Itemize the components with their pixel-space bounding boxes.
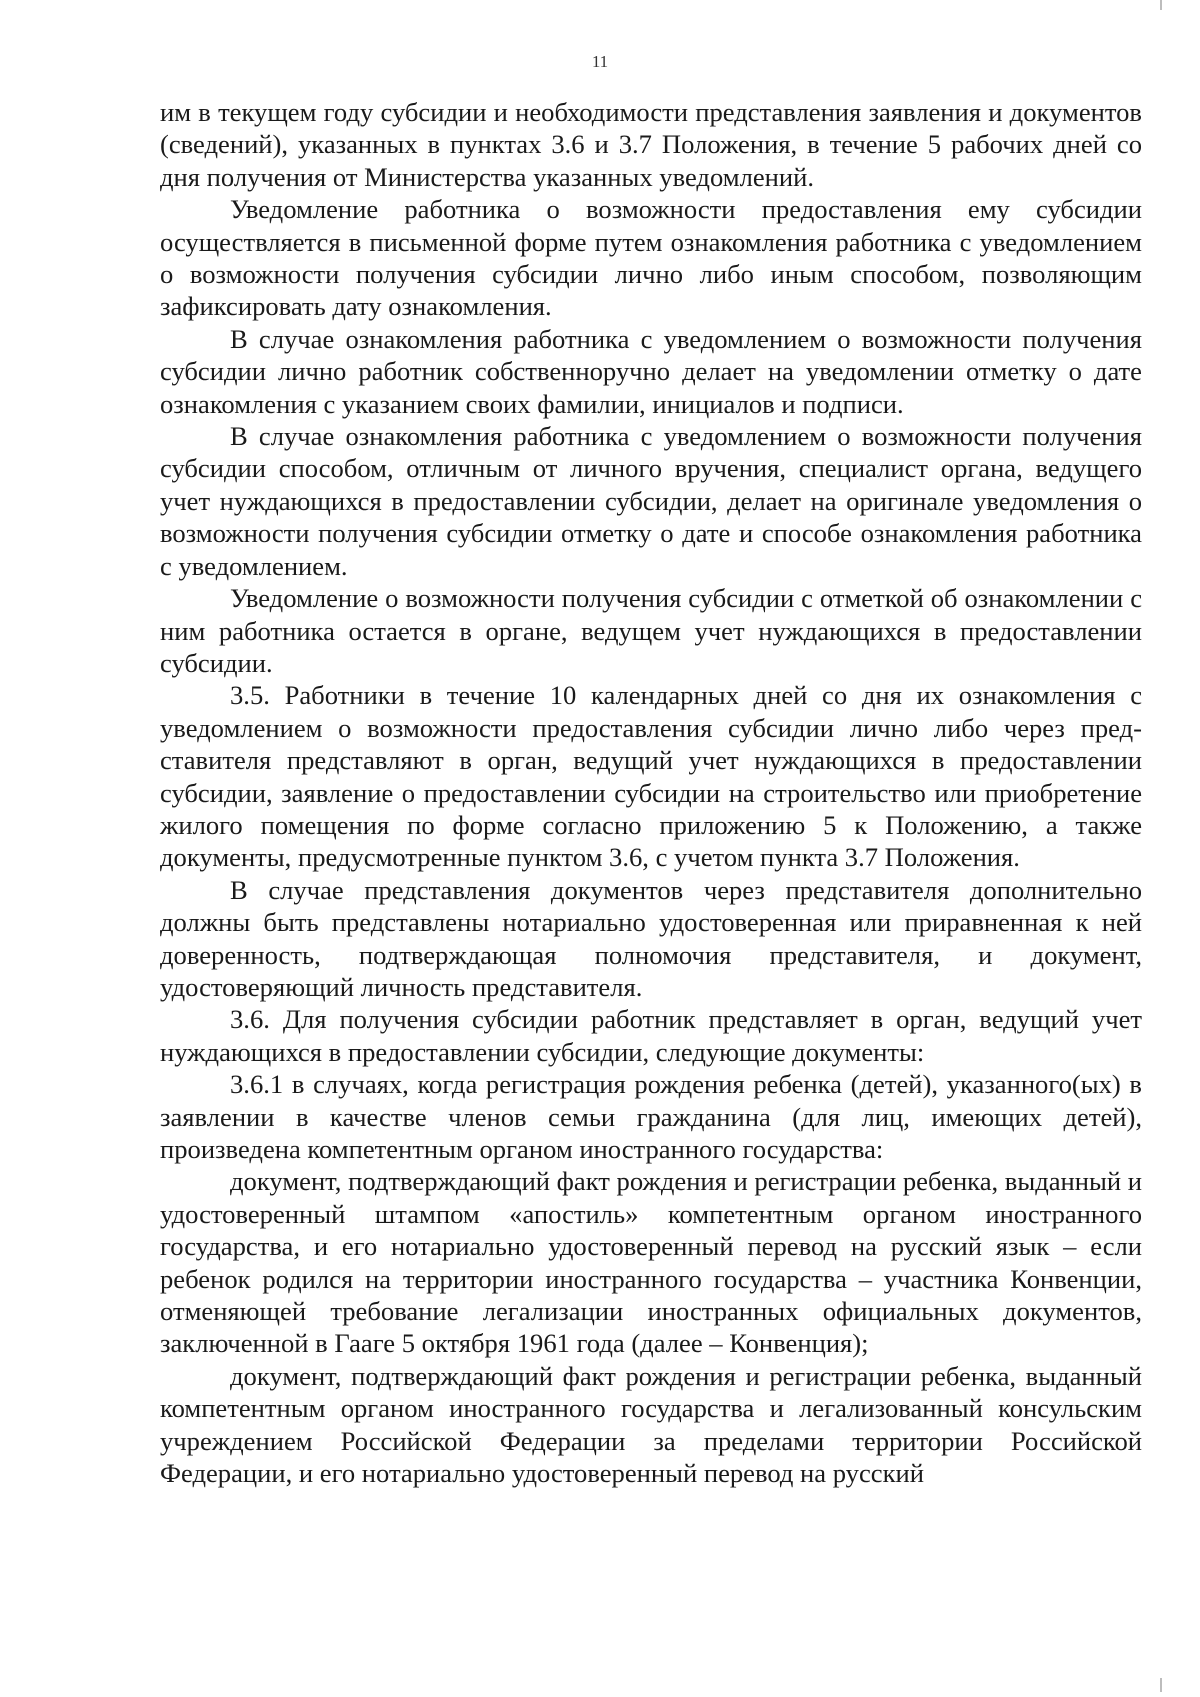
document-body	[160, 96, 1142, 1489]
paragraph-continuation: им в текущем году субсидии и необходимости представления заявления и документов (сведений), указанных в пунктах 3.6 и 3.7 Положения, в течение 5 рабочих дней со дня получения от Министерства указанных уведомлений.	[160, 97, 1142, 192]
page-number: 11	[591, 52, 609, 71]
scan-artifact	[1160, 0, 1162, 10]
paragraph: Уведомление о возможности получения субсидии с отметкой об ознакомлении с ним работника остается в органе, ведущем учет нуждающихся в предоставлении субсидии.	[160, 583, 1142, 678]
paragraph-clause-3-5: 3.5. Работники в течение 10 календарных дней со дня их ознакомления с уведомлением о возможности предоставления субсидии лично либо через представителя представляют в орган, ведущий учет нуждающихся в предоставлении субсидии, заявление о предоставлении субсидии на строительство или приобретение жилого помещения по форме согласно приложению 5 к Положению, а также документы, предусмотренные пунктом 3.6, с учетом пункта 3.7 Положения.	[160, 680, 1142, 873]
paragraph: документ, подтверждающий факт рождения и регистрации ребенка, выданный и удостоверенный штампом «апостиль» компетентным органом иностранного государства, и его нотариально удостоверенный перевод на русский язык – если ребенок родился на территории иностранного государства – участника Конвенции, отменяющей требование легализации иностранных официальных документов, заключенной в Гааге 5 октября 1961 года (далее – Конвенция);	[160, 1166, 1142, 1359]
paragraph-clause-3-6: 3.6. Для получения субсидии работник представляет в орган, ведущий учет нуждающихся в предоставлении субсидии, следующие документы:	[160, 1004, 1142, 1067]
paragraph: Уведомление работника о возможности предоставления ему субсидии осуществляется в письменной форме путем ознакомления работника с уведомлением о возможности получения субсидии лично либо иным способом, позволяющим зафиксировать дату ознакомления.	[160, 194, 1142, 322]
scan-artifact	[1160, 1678, 1162, 1692]
paragraph: документ, подтверждающий факт рождения и регистрации ребенка, выданный компетентным органом иностранного государства и легализованный консульским учреждением Российской Федерации за пределами территории Российской Федерации, и его нотариально удостоверенный перевод на русский	[160, 1360, 1142, 1489]
paragraph: В случае представления документов через представителя дополнительно должны быть представлены нотариально удостоверенная или приравненная к ней доверенность, подтверждающая полномочия представителя, и документ, удостоверяющий личность представителя.	[160, 874, 1142, 1002]
paragraph-clause-3-6-1: 3.6.1 в случаях, когда регистрация рождения ребенка (детей), указанного(ых) в заявлении в качестве членов семьи гражданина (для лиц, имеющих детей), произведена компетентным органом иностранного государства:	[160, 1069, 1142, 1164]
paragraph: В случае ознакомления работника с уведомлением о возможности получения субсидии лично работник собственноручно делает на уведомлении отметку о дате ознакомления с указанием своих фамилии, инициалов и подписи.	[160, 323, 1142, 419]
paragraph: В случае ознакомления работника с уведомлением о возможности получения субсидии способом, отличным от личного вручения, специалист органа, ведущего учет нуждающихся в предоставлении субсидии, делает на оригинале уведомления о возможности получения субсидии отметку о дате и способе ознакомления работника с уведомлением.	[160, 421, 1142, 581]
